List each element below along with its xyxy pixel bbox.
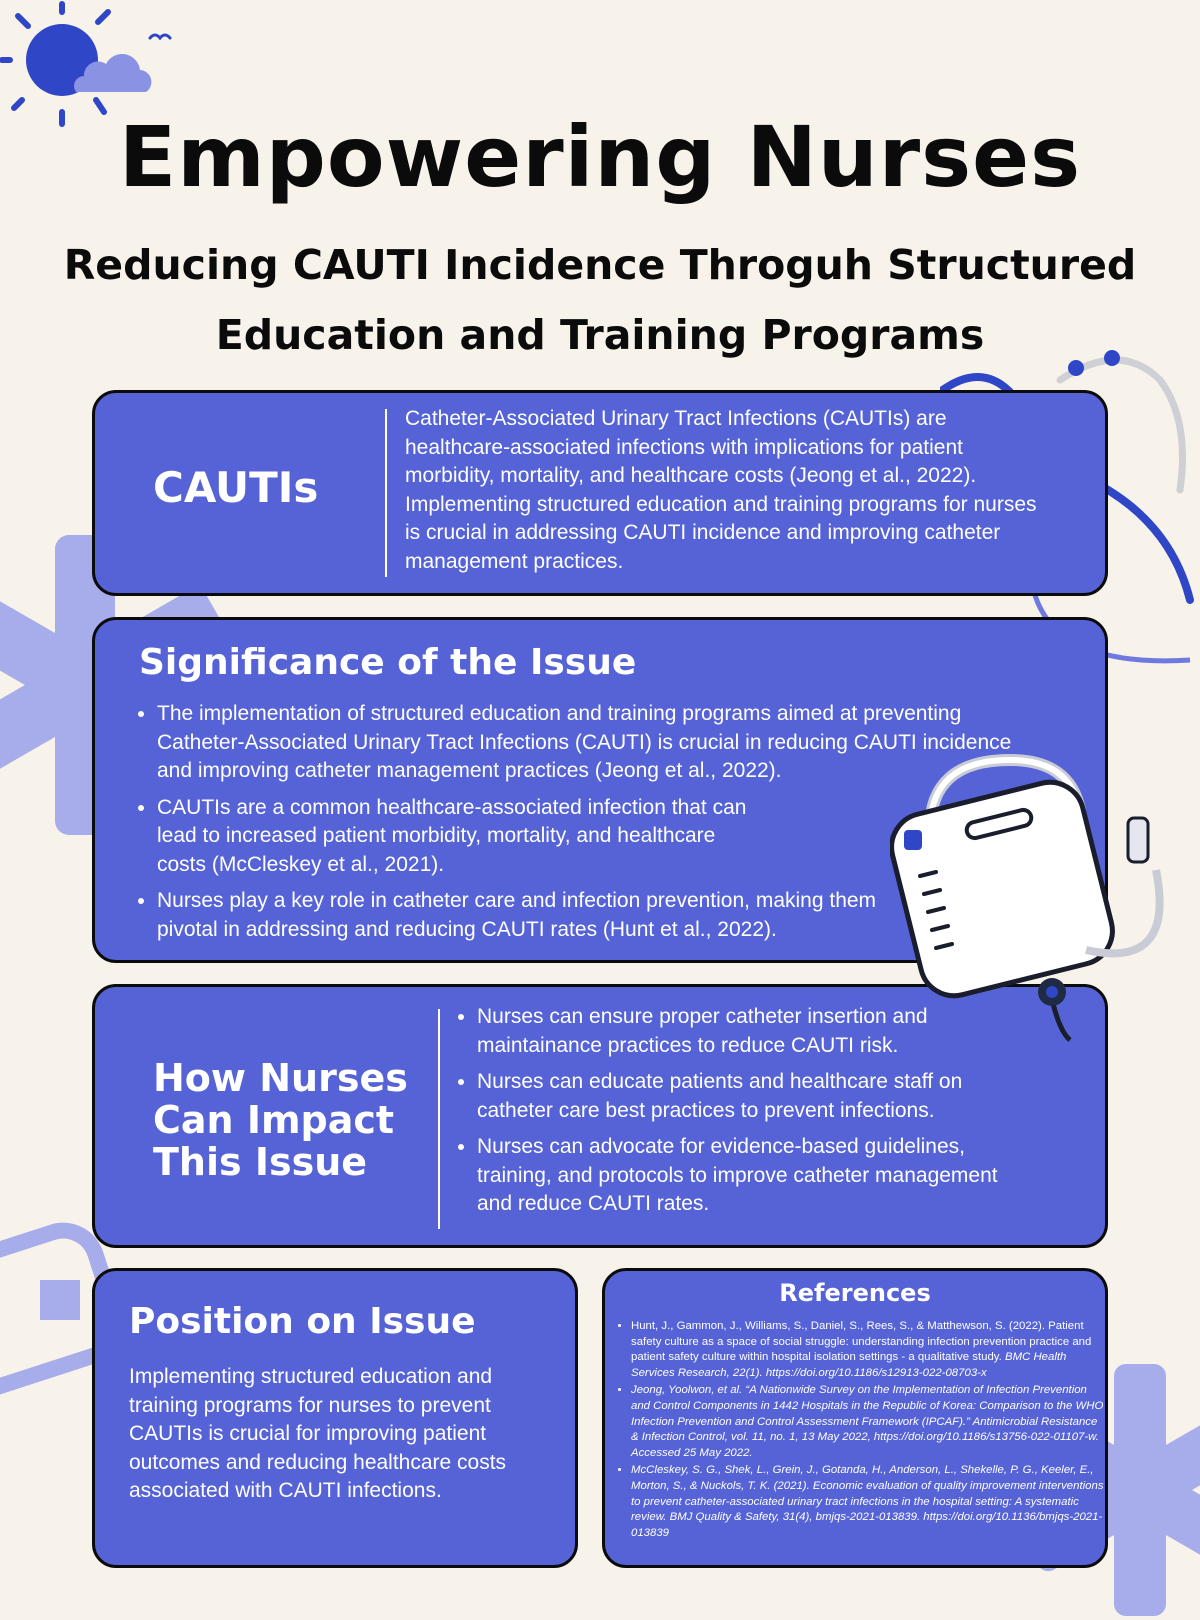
list-item: • Nurses can ensure proper catheter insertion and maintainance practices to reduce CAUTI risk. [477, 1003, 1037, 1060]
impact-heading [153, 1057, 408, 1183]
poster-title: Empowering Nurses [118, 108, 1082, 206]
poster-subtitle [40, 230, 1160, 370]
subtitle-line-2: Education and Training Programs [215, 311, 985, 359]
position-text: Implementing structured education and training programs for nurses to prevent CAUTIs is crucial for improving patient outcomes and reducing healthcare costs associated with CAUTI infections. [129, 1365, 507, 1502]
list-item: • CAUTIs are a common healthcare-associated infection that can lead to increased patient morbidity, mortality, and healthcare costs (McCleskey et al., 2021). [157, 794, 757, 880]
position-card [92, 1268, 578, 1568]
reference-item [631, 1383, 1107, 1461]
list-item: • Nurses can advocate for evidence-based guidelines, training, and protocols to improve catheter management and reduce CAUTI rates. [477, 1133, 1037, 1219]
cautis-divider [385, 409, 387, 577]
cautis-heading: CAUTIs [153, 463, 319, 512]
reference-text: Hunt, J., Gammon, J., Williams, S., Daniel, S., Rees, S., & Matthewson, S. (2022). Patient safety culture as a space of social struggle: understanding infection prevention practice and patient safety culture within hospital isolation settings - a qualitative study. [631, 1320, 1092, 1364]
cautis-text: Catheter-Associated Urinary Tract Infections (CAUTIs) are healthcare-associated infections with implications for patient morbidity, mortality, and healthcare costs (Jeong et al., 2022). Implementing structured education and training programs for nurses is crucial in addressing CAUTI incidence and improving catheter management practices. [405, 407, 1037, 573]
reference-item [631, 1463, 1107, 1541]
list-item: • Nurses can educate patients and healthcare staff on catheter care best practices to prevent infections. [477, 1068, 1037, 1125]
references-card [602, 1268, 1108, 1568]
reference-italic: McCleskey, S. G., Shek, L., Grein, J., Gotanda, H., Anderson, L., Shekelle, P. G., Keeler, E., Morton, S., & Nuckols, T. K. (2021). Economic evaluation of quality improvement interventions to prevent catheter-associated urinary tract infections in the hospital setting: A systematic review. BMJ Quality & Safety, 31(4), bmjqs-2021-013839. https://doi.org/10.1136/bmjqs-2021-013839 [631, 1464, 1104, 1539]
impact-heading-line-2: Can Impact [153, 1098, 395, 1142]
position-heading: Position on Issue [129, 1301, 476, 1342]
reference-item [631, 1319, 1107, 1381]
significance-heading: Significance of the Issue [139, 642, 637, 683]
reference-italic: Jeong, Yoolwon, et al. “A Nationwide Survey on the Implementation of Infection Prevention and Control Components in 1442 Hospitals in the Republic of Korea: Comparison to the WHO Infection Prevention and Control Assessment Framework (IPCAF).” Antimicrobial Resistance & Infection Control, vol. 11, no. 1, 13 May 2022, https://doi.org/10.1186/s13756-022-01107-w. Accessed 25 May 2022. [631, 1384, 1104, 1459]
impact-divider [438, 1009, 440, 1229]
subtitle-line-1: Reducing CAUTI Incidence Throguh Structured [63, 241, 1137, 289]
impact-heading-line-3: This Issue [153, 1140, 368, 1184]
references-list [609, 1319, 1107, 1543]
cloud-icon [66, 48, 156, 98]
list-item: • The implementation of structured education and training programs aimed at preventing Catheter-Associated Urinary Tract Infections (CAUTI) is crucial in reducing CAUTI incidence and improving catheter management practices (Jeong et al., 2022). [157, 700, 1037, 786]
impact-heading-line-1: How Nurses [153, 1056, 408, 1100]
list-item: • Nurses play a key role in catheter care and infection prevention, making them pivotal in addressing and reducing CAUTI rates (Hunt et al., 2022). [157, 887, 887, 944]
references-heading: References [779, 1279, 931, 1307]
reference-italic: BMC Health Services Research, 22(1). https://doi.org/10.1186/s12913-022-08703-x [631, 1351, 1067, 1379]
cautis-card [92, 390, 1108, 596]
catheter-bag-icon [890, 750, 1190, 1060]
